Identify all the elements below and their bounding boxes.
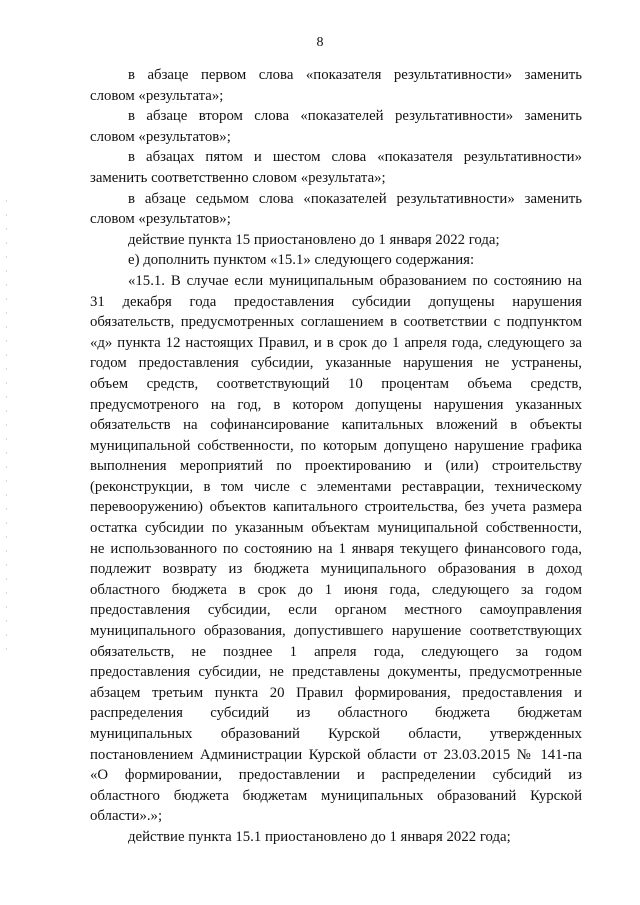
text-line: постановлением Администрации Курской области от 23.03.2015 № 141-па [90, 746, 582, 763]
text-line: «О формировании, предоставлении и распределении субсидий из [90, 767, 582, 784]
text-line: обязательств, не позднее 1 апреля года, следующего за годом [90, 643, 582, 660]
text-line: предоставления субсидии, не представлены документы, предусмотренные [90, 664, 582, 681]
text-line: в абзаце втором слова «показателей результативности» заменить [128, 108, 582, 125]
text-line: действие пункта 15.1 приостановлено до 1 января 2022 года; [128, 828, 511, 845]
text-line: словом «результата»; [90, 87, 224, 104]
text-line: остатка субсидии по указанным объектам муниципальной собственности, [90, 520, 582, 537]
text-line: абзацем третьим пункта 20 Правил формирования, предоставления и [90, 684, 582, 701]
text-line: муниципальных образований Курской области, утвержденных [90, 726, 582, 742]
text-line: обязательств на софинансирование капитальных вложений в объекты [90, 417, 582, 434]
text-line: «д» пункта 12 настоящих Правил, и в срок до 1 апреля года, следующего за [90, 334, 582, 351]
text-line: области».»; [90, 808, 163, 825]
text-line: муниципальной собственности, по которым допущено нарушение графика [90, 437, 582, 454]
text-line: перевооружению) объектов капитального строительства, без учета размера [90, 499, 582, 516]
text-line: в абзаце седьмом слова «показателей результативности» заменить [128, 190, 582, 207]
document-body [90, 65, 582, 848]
text-line: годом предоставления субсидии, указанные нарушения не устранены, [90, 355, 582, 372]
text-line: областного бюджета в срок до 1 июня года, следующего за годом [90, 581, 582, 598]
text-line: объем средств, соответствующий 10 процентам объема средств, [90, 375, 582, 392]
text-line: действие пункта 15 приостановлено до 1 января 2022 года; [128, 231, 500, 248]
scan-margin-marks [6, 200, 7, 660]
text-line: в абзаце первом слова «показателя результативности» заменить [128, 67, 582, 83]
text-line: в абзацах пятом и шестом слова «показателя результативности» [128, 149, 582, 166]
text-line: муниципального образования, допустившего нарушение соответствующих [90, 623, 582, 640]
text-line: словом «результатов»; [90, 211, 231, 228]
text-line: подлежит возврату из бюджета муниципального образования в доход [90, 561, 582, 578]
text-line: «15.1. В случае если муниципальным образованием по состоянию на [128, 272, 582, 289]
text-line: 31 декабря года предоставления субсидии допущены нарушения [90, 293, 582, 310]
text-line: предусмотреного на год, в котором допущены нарушения указанных [90, 396, 582, 413]
page-number: 8 [316, 35, 324, 50]
text-line: предоставления субсидии, если органом местного самоуправления [90, 602, 582, 619]
text-line: обязательств, предусмотренных соглашением в соответствии с подпунктом [90, 314, 582, 331]
text-line: распределения субсидий из областного бюджета бюджетам [90, 705, 582, 722]
text-line: выполнения мероприятий по проектированию и (или) строительству [90, 458, 582, 475]
text-line: е) дополнить пунктом «15.1» следующего содержания: [128, 252, 475, 269]
text-line: не использованного по состоянию на 1 января текущего финансового года, [90, 540, 582, 557]
text-line: словом «результатов»; [90, 128, 231, 145]
text-line: (реконструкции, в том числе с элементами реставрации, техническому [90, 478, 582, 495]
text-line: областного бюджета бюджетам муниципальных образований Курской [90, 787, 582, 804]
text-line: заменить соответственно словом «результата»; [90, 169, 386, 186]
